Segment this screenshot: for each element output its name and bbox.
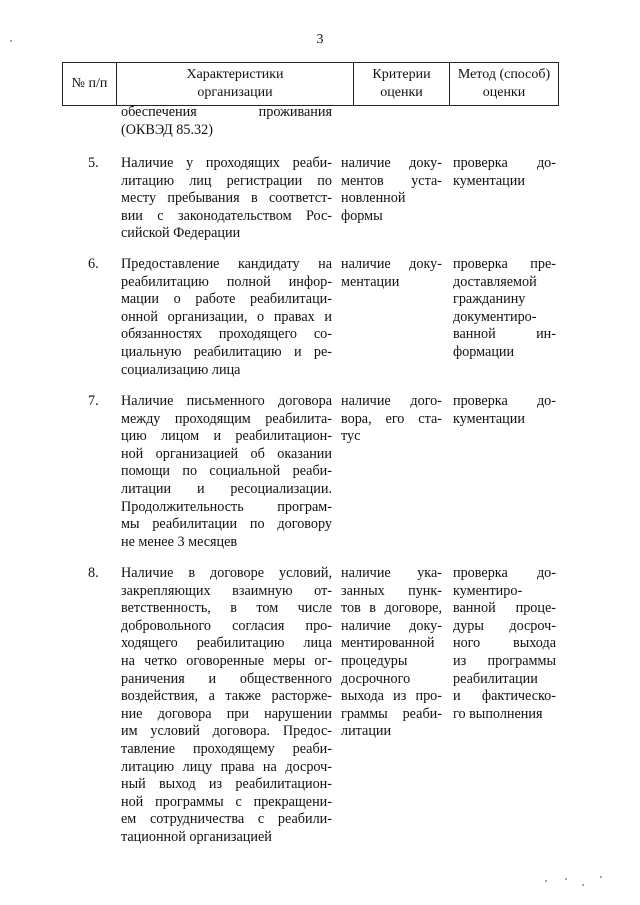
row-characteristic-line: между проходящим реабилита- [121,410,332,427]
row-characteristic-line: воздействия, а также расторже- [121,688,332,705]
row-method-line: гражданину [453,291,526,308]
row-characteristic-line: онной организации, о правах и [121,308,332,325]
row-characteristic-line: социализацию лица [121,361,241,378]
row-criteria-line: занных пунк- [341,582,442,599]
row-characteristic-line: помощи по социальной реаби- [121,463,332,480]
row-method-line: проверка до- [453,565,556,581]
row-characteristic-line: раничения и общественного [121,670,332,687]
header-characteristics-line: организации [197,85,273,100]
row-method [453,155,556,190]
row-criteria-line: новленной [341,190,406,207]
row-characteristic-line: циальную реабилитацию и ре- [121,343,332,360]
scan-speck [565,878,567,880]
row-characteristic-line: сийской Федерации [121,225,241,242]
row-characteristic-line: цию лицом и реабилитацион- [121,428,332,445]
row-method-line: реабилитации [453,670,538,687]
row-characteristic [121,393,332,551]
row-characteristic-line: на четко оговоренные меры ог- [121,652,332,669]
row-criteria [341,256,442,291]
header-num: № п/п [63,63,117,105]
row-method [453,565,556,723]
row-method-line: ванной ин- [453,326,556,343]
row-characteristic-line: ный выход из реабилитацион- [121,776,332,793]
row-criteria [341,565,442,741]
row-method-line: проверка пре- [453,256,556,272]
header-criteria-line: Критерии [372,67,431,82]
row-criteria-line: ментов уста- [341,172,442,189]
table-header [62,62,559,106]
row-criteria-line: досрочного [341,670,411,687]
row-criteria-line: ментированной [341,635,435,652]
row-number: 5. [88,155,99,171]
header-criteria-line: оценки [380,85,423,100]
row-characteristic-line: Наличие письменного договора [121,393,332,409]
header-method-line: Метод (способ) [457,67,551,82]
row-method-line: ванной проце- [453,600,556,617]
row-criteria-line: наличие доку- [341,617,442,634]
header-method [450,63,559,105]
row-method-line: го выполнения [453,705,543,722]
row-characteristic-line: ем сотрудничества с реабили- [121,811,332,828]
row-characteristic-line: ной программы с прекращени- [121,793,332,810]
row-characteristic-line: месту пребывания в соответст- [121,190,332,207]
row-method-line: кументации [453,172,525,189]
row-criteria-line: граммы реаби- [341,705,442,722]
row-number: 6. [88,256,99,272]
row-characteristic-line: Продолжительность програм- [121,498,332,515]
row-criteria-line: вора, его ста- [341,410,442,427]
scan-speck [582,884,584,886]
row-characteristic-line: не менее 3 месяцев [121,533,238,550]
row-criteria-line: формы [341,207,383,224]
row-criteria-line: процедуры [341,652,408,669]
row-criteria-line: литации [341,723,392,740]
row-method-line: документиро- [453,308,537,325]
row-characteristic-line: реабилитацию полной инфор- [121,273,332,290]
row-method-line: проверка до- [453,393,556,409]
row-characteristic-line: литации и ресоциализации. [121,480,332,497]
row-characteristic-line: ние договора при нарушении [121,705,332,722]
row-characteristic [121,155,332,243]
row-method-line: формации [453,343,515,360]
header-method-line: оценки [482,85,526,100]
row-criteria-line: тус [341,428,361,445]
row-characteristic [121,565,332,847]
row-characteristic-line: закрепляющих взаимную от- [121,582,332,599]
row-method-line: кументации [453,410,525,427]
row-characteristic-line: обязанностях проходящего со- [121,326,332,343]
row-characteristic-line: мы реабилитации по договору [121,516,332,533]
row-criteria-line: наличие доку- [341,256,442,272]
row-method-line: из программы [453,652,556,669]
scan-speck [545,880,547,882]
row-characteristic-line: Наличие у проходящих реаби- [121,155,332,171]
row-method-line: и фактическо- [453,688,556,705]
scan-speck [600,876,602,878]
row-characteristic-line: тационной организацией [121,828,272,845]
row-criteria-line: ментации [341,273,400,290]
row-number: 8. [88,565,99,581]
row-method [453,256,556,362]
row-method [453,393,556,428]
row-criteria [341,393,442,446]
continuation-line: (ОКВЭД 85.32) [121,121,213,138]
row-method-line: проверка до- [453,155,556,171]
continuation-line: обеспечения проживания [121,104,332,120]
row-characteristic-line: ходящего реабилитацию лица [121,635,332,652]
row-method-line: дуры досроч- [453,617,556,634]
header-criteria [354,63,450,105]
row-characteristic-line: литацию лицу права на досроч- [121,758,332,775]
row-characteristic-line: им условий договора. Предос- [121,723,332,740]
row-characteristic-line: вии с законодательством Рос- [121,207,332,224]
scan-speck [10,40,12,42]
row-characteristic-line: тавление проходящему реаби- [121,740,332,757]
header-characteristics [117,63,354,105]
continuation-text [121,104,332,139]
row-criteria-line: тов в договоре, [341,600,442,617]
row-number: 7. [88,393,99,409]
row-method-line: кументиро- [453,582,523,599]
row-characteristic-line: ной организацией об оказании [121,445,332,462]
row-criteria-line: наличие дого- [341,393,442,409]
row-criteria [341,155,442,225]
row-criteria-line: выхода из про- [341,688,442,705]
header-characteristics-line: Характеристики [186,67,284,82]
row-characteristic [121,256,332,379]
row-characteristic-line: мации о работе реабилитаци- [121,291,332,308]
page-number: 3 [316,32,324,47]
row-characteristic-line: ветственность, в том числе [121,600,332,617]
row-characteristic-line: добровольного согласия про- [121,617,332,634]
row-method-line: ного выхода [453,635,556,652]
row-method-line: доставляемой [453,273,537,290]
row-criteria-line: наличие доку- [341,155,442,171]
row-characteristic-line: Наличие в договоре условий, [121,565,332,581]
row-criteria-line: наличие ука- [341,565,442,581]
row-characteristic-line: литацию лиц регистрации по [121,172,332,189]
row-characteristic-line: Предоставление кандидату на [121,256,332,272]
